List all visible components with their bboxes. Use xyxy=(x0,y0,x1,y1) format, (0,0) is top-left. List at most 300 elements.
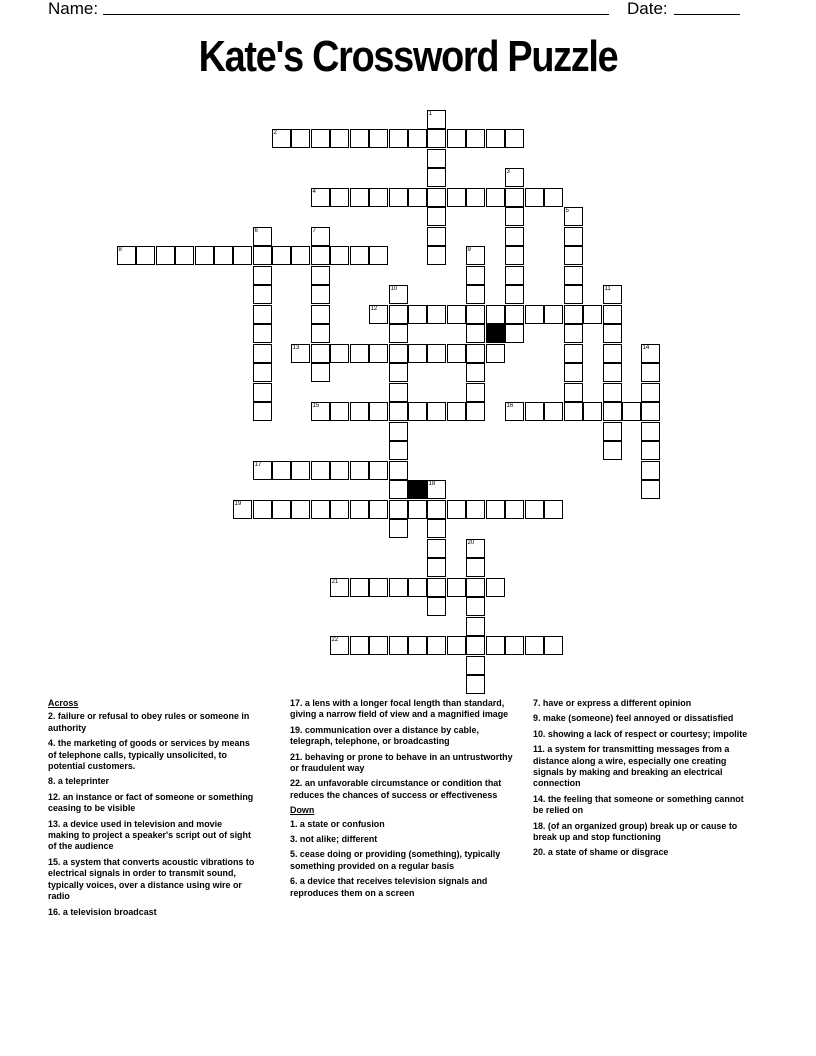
grid-cell[interactable] xyxy=(427,597,446,616)
clue-number-label: 15. xyxy=(48,856,61,868)
clue-number: 15 xyxy=(312,402,320,409)
grid-cell[interactable] xyxy=(427,558,446,577)
clue-number-label: 1. xyxy=(290,818,298,830)
grid-cell[interactable] xyxy=(311,500,330,519)
grid-cell[interactable] xyxy=(389,636,408,655)
grid-cell[interactable] xyxy=(427,539,446,558)
grid-cell[interactable] xyxy=(350,246,369,265)
grid-cell[interactable] xyxy=(272,500,291,519)
clue-text: a state or confusion xyxy=(297,818,385,830)
grid-cell[interactable] xyxy=(350,402,369,421)
down-clue xyxy=(290,819,513,830)
grid-cell[interactable] xyxy=(311,129,330,148)
grid-cell[interactable] xyxy=(583,402,602,421)
grid-cell[interactable] xyxy=(564,383,583,402)
across-clue xyxy=(290,778,513,801)
grid-cell[interactable] xyxy=(603,305,622,324)
grid-cell[interactable] xyxy=(603,422,622,441)
grid-cell[interactable] xyxy=(389,402,408,421)
clue-text: a system for transmitting messages from a distance along a wire, especially one creating signals by making and breaking an electrical connection xyxy=(533,744,730,790)
clue-number: 5 xyxy=(565,207,569,214)
grid-cell[interactable] xyxy=(311,461,330,480)
clue-number: 13 xyxy=(292,344,300,351)
grid-cell[interactable] xyxy=(253,363,272,382)
grid-cell[interactable] xyxy=(330,129,349,148)
grid-cell[interactable] xyxy=(311,305,330,324)
grid-cell[interactable] xyxy=(486,305,505,324)
clue-number-label: 11. xyxy=(533,744,545,756)
grid-cell[interactable] xyxy=(427,246,446,265)
clue-number: 20 xyxy=(467,539,475,546)
clue-number-label: 6. xyxy=(290,876,298,888)
grid-cell[interactable] xyxy=(544,188,563,207)
down-clue xyxy=(533,821,754,844)
grid-cell[interactable] xyxy=(525,500,544,519)
grid-cell[interactable] xyxy=(603,363,622,382)
down-clue xyxy=(533,729,754,740)
clue-number: 16 xyxy=(506,402,514,409)
grid-cell[interactable] xyxy=(544,305,563,324)
grid-cell[interactable] xyxy=(505,129,524,148)
blocked-cell xyxy=(408,480,427,499)
grid-cell[interactable] xyxy=(389,344,408,363)
grid-cell[interactable] xyxy=(486,344,505,363)
clue-text: cease doing or providing (something), typically something provided on a regular basis xyxy=(290,849,501,872)
grid-cell[interactable] xyxy=(311,188,330,207)
grid-cell[interactable] xyxy=(350,129,369,148)
grid-cell[interactable] xyxy=(427,207,446,226)
grid-cell[interactable] xyxy=(505,305,524,324)
grid-cell[interactable] xyxy=(603,344,622,363)
grid-cell[interactable] xyxy=(447,305,466,324)
grid-cell[interactable] xyxy=(466,246,485,265)
grid-cell[interactable] xyxy=(603,285,622,304)
down-heading: Down xyxy=(290,805,315,817)
clue-number: 22 xyxy=(331,636,339,643)
across-clue xyxy=(290,752,513,775)
clue-number: 2 xyxy=(273,129,277,136)
clue-number: 19 xyxy=(234,500,242,507)
clue-number: 14 xyxy=(642,344,650,351)
grid-cell[interactable] xyxy=(447,344,466,363)
grid-cell[interactable] xyxy=(408,402,427,421)
grid-cell[interactable] xyxy=(583,305,602,324)
grid-cell[interactable] xyxy=(389,441,408,460)
clue-text: an instance or fact of someone or something ceasing to be visible xyxy=(48,791,254,815)
grid-cell[interactable] xyxy=(427,227,446,246)
clue-text: a teleprinter xyxy=(55,776,110,788)
grid-cell[interactable] xyxy=(603,383,622,402)
grid-cell[interactable] xyxy=(291,344,310,363)
grid-cell[interactable] xyxy=(214,246,233,265)
grid-cell[interactable] xyxy=(253,344,272,363)
grid-cell[interactable] xyxy=(330,188,349,207)
grid-cell[interactable] xyxy=(641,480,660,499)
grid-cell[interactable] xyxy=(117,246,136,265)
grid-cell[interactable] xyxy=(466,558,485,577)
clue-number: 12 xyxy=(370,305,378,312)
clue-number: 6 xyxy=(254,227,258,234)
clue-number-label: 19. xyxy=(290,724,303,736)
clues-column-3 xyxy=(533,698,754,863)
grid-cell[interactable] xyxy=(486,188,505,207)
grid-cell[interactable] xyxy=(156,246,175,265)
grid-cell[interactable] xyxy=(389,461,408,480)
grid-cell[interactable] xyxy=(486,129,505,148)
grid-cell[interactable] xyxy=(350,578,369,597)
grid-cell[interactable] xyxy=(603,324,622,343)
grid-cell[interactable] xyxy=(389,480,408,499)
clue-number: 8 xyxy=(118,246,122,253)
grid-cell[interactable] xyxy=(350,636,369,655)
grid-cell[interactable] xyxy=(466,636,485,655)
grid-cell[interactable] xyxy=(272,246,291,265)
grid-cell[interactable] xyxy=(564,246,583,265)
down-clue xyxy=(290,834,513,845)
grid-cell[interactable] xyxy=(525,402,544,421)
grid-cell[interactable] xyxy=(505,246,524,265)
grid-cell[interactable] xyxy=(466,656,485,675)
grid-cell[interactable] xyxy=(603,402,622,421)
across-clue xyxy=(48,792,254,815)
clue-number-label: 18. xyxy=(533,820,546,832)
grid-cell[interactable] xyxy=(408,305,427,324)
grid-cell[interactable] xyxy=(466,597,485,616)
grid-cell[interactable] xyxy=(466,266,485,285)
grid-cell[interactable] xyxy=(350,461,369,480)
down-clue xyxy=(533,794,754,817)
clue-text: make (someone) feel annoyed or dissatisfied xyxy=(540,713,734,725)
clue-number-label: 9. xyxy=(533,713,541,725)
clue-text: showing a lack of respect or courtesy; impolite xyxy=(545,728,748,740)
grid-cell[interactable] xyxy=(447,188,466,207)
grid-cell[interactable] xyxy=(291,500,310,519)
grid-cell[interactable] xyxy=(525,636,544,655)
clue-text: failure or refusal to obey rules or someone in authority xyxy=(48,711,250,734)
clue-number: 9 xyxy=(467,246,471,253)
grid-cell[interactable] xyxy=(291,246,310,265)
grid-cell[interactable] xyxy=(427,129,446,148)
grid-cell[interactable] xyxy=(466,324,485,343)
grid-cell[interactable] xyxy=(389,500,408,519)
clue-number: 21 xyxy=(331,578,339,585)
grid-cell[interactable] xyxy=(233,500,252,519)
grid-cell[interactable] xyxy=(389,129,408,148)
puzzle-title: Kate's Crossword Puzzle xyxy=(198,32,618,81)
grid-cell[interactable] xyxy=(427,149,446,168)
clue-text: a device used in television and movie making to project a speaker's script out of sight of the audience xyxy=(48,818,251,853)
grid-cell[interactable] xyxy=(311,246,330,265)
clue-text: a device that receives television signals and reproduces them on a screen xyxy=(290,876,488,899)
clue-number-label: 14. xyxy=(533,793,546,805)
grid-cell[interactable] xyxy=(466,129,485,148)
clue-text: the feeling that someone or something cannot be relied on xyxy=(533,793,744,817)
grid-cell[interactable] xyxy=(427,188,446,207)
grid-cell[interactable] xyxy=(408,578,427,597)
across-clue xyxy=(48,857,254,903)
clue-number-label: 13. xyxy=(48,818,61,830)
grid-cell[interactable] xyxy=(330,344,349,363)
grid-cell[interactable] xyxy=(350,188,369,207)
grid-cell[interactable] xyxy=(369,344,388,363)
grid-cell[interactable] xyxy=(408,636,427,655)
grid-cell[interactable] xyxy=(253,402,272,421)
clue-text: behaving or prone to behave in an untrustworthy or fraudulent way xyxy=(290,751,513,775)
across-heading: Across xyxy=(48,698,79,709)
grid-cell[interactable] xyxy=(233,246,252,265)
grid-cell[interactable] xyxy=(311,344,330,363)
grid-cell[interactable] xyxy=(466,188,485,207)
clue-number-label: 22. xyxy=(290,778,303,790)
across-clue xyxy=(290,698,513,721)
across-clue xyxy=(48,907,254,918)
grid-cell[interactable] xyxy=(427,636,446,655)
grid-cell[interactable] xyxy=(408,500,427,519)
down-clue xyxy=(533,847,754,858)
grid-cell[interactable] xyxy=(447,578,466,597)
clue-text: have or express a different opinion xyxy=(540,698,692,709)
grid-cell[interactable] xyxy=(330,461,349,480)
clue-text: an unfavorable circumstance or condition that reduces the chances of success or effectiveness xyxy=(290,778,502,801)
clue-number: 11 xyxy=(604,285,611,292)
grid-cell[interactable] xyxy=(389,285,408,304)
grid-cell[interactable] xyxy=(427,402,446,421)
clue-number: 3 xyxy=(506,168,510,175)
grid-cell[interactable] xyxy=(389,578,408,597)
grid-cell[interactable] xyxy=(311,402,330,421)
grid-cell[interactable] xyxy=(544,500,563,519)
grid-cell[interactable] xyxy=(564,402,583,421)
clue-text: (of an organized group) break up or cause to break up and stop functioning xyxy=(533,820,738,844)
grid-cell[interactable] xyxy=(466,305,485,324)
clue-text: a state of shame or disgrace xyxy=(545,847,669,859)
clue-number-label: 10. xyxy=(533,728,546,740)
clues-column-1 xyxy=(48,698,254,922)
grid-cell[interactable] xyxy=(466,344,485,363)
grid-cell[interactable] xyxy=(466,675,485,694)
grid-cell[interactable] xyxy=(447,500,466,519)
grid-cell[interactable] xyxy=(369,305,388,324)
grid-cell[interactable] xyxy=(369,636,388,655)
clue-number-label: 7. xyxy=(533,698,541,709)
grid-cell[interactable] xyxy=(389,383,408,402)
grid-cell[interactable] xyxy=(564,266,583,285)
grid-cell[interactable] xyxy=(350,344,369,363)
grid-cell[interactable] xyxy=(427,500,446,519)
clue-text: communication over a distance by cable, telegraph, telephone, or broadcasting xyxy=(290,724,479,748)
grid-cell[interactable] xyxy=(466,285,485,304)
grid-cell[interactable] xyxy=(253,305,272,324)
grid-cell[interactable] xyxy=(291,129,310,148)
grid-cell[interactable] xyxy=(466,539,485,558)
grid-cell[interactable] xyxy=(641,422,660,441)
grid-cell[interactable] xyxy=(369,461,388,480)
grid-cell[interactable] xyxy=(564,324,583,343)
grid-cell[interactable] xyxy=(544,636,563,655)
grid-cell[interactable] xyxy=(622,402,641,421)
grid-cell[interactable] xyxy=(466,363,485,382)
down-clue xyxy=(290,876,513,899)
grid-cell[interactable] xyxy=(369,500,388,519)
grid-cell[interactable] xyxy=(253,227,272,246)
across-clue xyxy=(48,819,254,853)
name-label: Name: xyxy=(48,0,103,18)
grid-cell[interactable] xyxy=(447,402,466,421)
grid-cell[interactable] xyxy=(369,129,388,148)
grid-cell[interactable] xyxy=(564,363,583,382)
grid-cell[interactable] xyxy=(427,110,446,129)
grid-cell[interactable] xyxy=(505,207,524,226)
grid-cell[interactable] xyxy=(175,246,194,265)
grid-cell[interactable] xyxy=(564,305,583,324)
grid-cell[interactable] xyxy=(408,129,427,148)
clue-text: the marketing of goods or services by means of telephone calls, typically unsolicited, to potential customers. xyxy=(48,738,250,773)
grid-cell[interactable] xyxy=(505,227,524,246)
grid-cell[interactable] xyxy=(253,383,272,402)
grid-cell[interactable] xyxy=(505,266,524,285)
grid-cell[interactable] xyxy=(525,305,544,324)
grid-cell[interactable] xyxy=(253,500,272,519)
grid-cell[interactable] xyxy=(641,441,660,460)
grid-cell[interactable] xyxy=(641,383,660,402)
grid-cell[interactable] xyxy=(466,617,485,636)
grid-cell[interactable] xyxy=(272,129,291,148)
grid-cell[interactable] xyxy=(369,246,388,265)
grid-cell[interactable] xyxy=(311,266,330,285)
grid-cell[interactable] xyxy=(369,402,388,421)
down-clue xyxy=(290,849,513,872)
clue-number-label: 3. xyxy=(290,834,298,846)
clue-number-label: 8. xyxy=(48,776,56,788)
grid-cell[interactable] xyxy=(505,188,524,207)
grid-cell[interactable] xyxy=(272,461,291,480)
grid-cell[interactable] xyxy=(641,344,660,363)
grid-cell[interactable] xyxy=(330,500,349,519)
grid-cell[interactable] xyxy=(486,578,505,597)
grid-cell[interactable] xyxy=(311,285,330,304)
grid-cell[interactable] xyxy=(427,168,446,187)
grid-cell[interactable] xyxy=(641,363,660,382)
grid-cell[interactable] xyxy=(466,578,485,597)
grid-cell[interactable] xyxy=(564,227,583,246)
clue-text: a lens with a longer focal length than standard, giving a narrow field of view and a magnified image xyxy=(290,698,509,721)
grid-cell[interactable] xyxy=(311,227,330,246)
clue-text: not alike; different xyxy=(297,834,378,846)
grid-cell[interactable] xyxy=(466,383,485,402)
grid-cell[interactable] xyxy=(389,188,408,207)
grid-cell[interactable] xyxy=(389,519,408,538)
grid-cell[interactable] xyxy=(253,246,272,265)
clue-number-label: 21. xyxy=(290,751,303,763)
grid-cell[interactable] xyxy=(603,441,622,460)
clues-column-2 xyxy=(290,698,513,903)
grid-cell[interactable] xyxy=(427,344,446,363)
grid-cell[interactable] xyxy=(389,363,408,382)
clue-number-label: 4. xyxy=(48,738,56,750)
clue-number: 18 xyxy=(428,480,436,487)
grid-cell[interactable] xyxy=(350,500,369,519)
clue-text: a system that converts acoustic vibrations to electrical signals in order to transmit sound, typically voices, over a distance using wire or radio xyxy=(48,856,255,903)
clue-number-label: 2. xyxy=(48,711,56,723)
across-clue xyxy=(48,711,254,734)
grid-cell[interactable] xyxy=(253,461,272,480)
grid-cell[interactable] xyxy=(641,402,660,421)
grid-cell[interactable] xyxy=(564,344,583,363)
across-clue xyxy=(290,725,513,748)
across-clue xyxy=(48,776,254,787)
grid-cell[interactable] xyxy=(427,480,446,499)
clue-number-label: 16. xyxy=(48,906,61,918)
grid-cell[interactable] xyxy=(330,578,349,597)
clue-number: 17 xyxy=(254,461,262,468)
grid-cell[interactable] xyxy=(564,207,583,226)
grid-cell[interactable] xyxy=(427,305,446,324)
clue-number-label: 12. xyxy=(48,791,61,803)
grid-cell[interactable] xyxy=(505,168,524,187)
grid-cell[interactable] xyxy=(486,500,505,519)
grid-cell[interactable] xyxy=(136,246,155,265)
grid-cell[interactable] xyxy=(505,636,524,655)
grid-cell[interactable] xyxy=(447,636,466,655)
blocked-cell xyxy=(486,324,505,343)
grid-cell[interactable] xyxy=(505,500,524,519)
grid-cell[interactable] xyxy=(389,305,408,324)
grid-cell[interactable] xyxy=(330,636,349,655)
grid-cell[interactable] xyxy=(253,266,272,285)
grid-cell[interactable] xyxy=(330,246,349,265)
grid-cell[interactable] xyxy=(311,363,330,382)
grid-cell[interactable] xyxy=(253,324,272,343)
clue-number-label: 20. xyxy=(533,847,546,859)
grid-cell[interactable] xyxy=(311,324,330,343)
grid-cell[interactable] xyxy=(525,188,544,207)
grid-cell[interactable] xyxy=(369,188,388,207)
grid-cell[interactable] xyxy=(505,285,524,304)
grid-cell[interactable] xyxy=(447,129,466,148)
grid-cell[interactable] xyxy=(505,324,524,343)
grid-cell[interactable] xyxy=(389,422,408,441)
grid-cell[interactable] xyxy=(564,285,583,304)
clue-text: a television broadcast xyxy=(60,906,157,918)
grid-cell[interactable] xyxy=(389,324,408,343)
grid-cell[interactable] xyxy=(253,285,272,304)
grid-cell[interactable] xyxy=(369,578,388,597)
grid-cell[interactable] xyxy=(544,402,563,421)
down-clue xyxy=(533,713,754,724)
grid-cell[interactable] xyxy=(195,246,214,265)
clue-number-label: 17. xyxy=(290,698,303,709)
grid-cell[interactable] xyxy=(641,461,660,480)
grid-cell[interactable] xyxy=(427,578,446,597)
clue-number: 1 xyxy=(428,110,432,117)
grid-cell[interactable] xyxy=(291,461,310,480)
clue-number: 4 xyxy=(312,188,316,195)
down-clue xyxy=(533,744,754,790)
grid-cell[interactable] xyxy=(408,344,427,363)
across-clue xyxy=(48,738,254,772)
grid-cell[interactable] xyxy=(408,188,427,207)
down-clue xyxy=(533,698,754,709)
grid-cell[interactable] xyxy=(486,636,505,655)
grid-cell[interactable] xyxy=(466,402,485,421)
grid-cell[interactable] xyxy=(330,402,349,421)
grid-cell[interactable] xyxy=(427,519,446,538)
grid-cell[interactable] xyxy=(505,402,524,421)
clue-number: 10 xyxy=(390,285,398,292)
clue-number-label: 5. xyxy=(290,849,298,861)
clue-number: 7 xyxy=(312,227,316,234)
grid-cell[interactable] xyxy=(466,500,485,519)
